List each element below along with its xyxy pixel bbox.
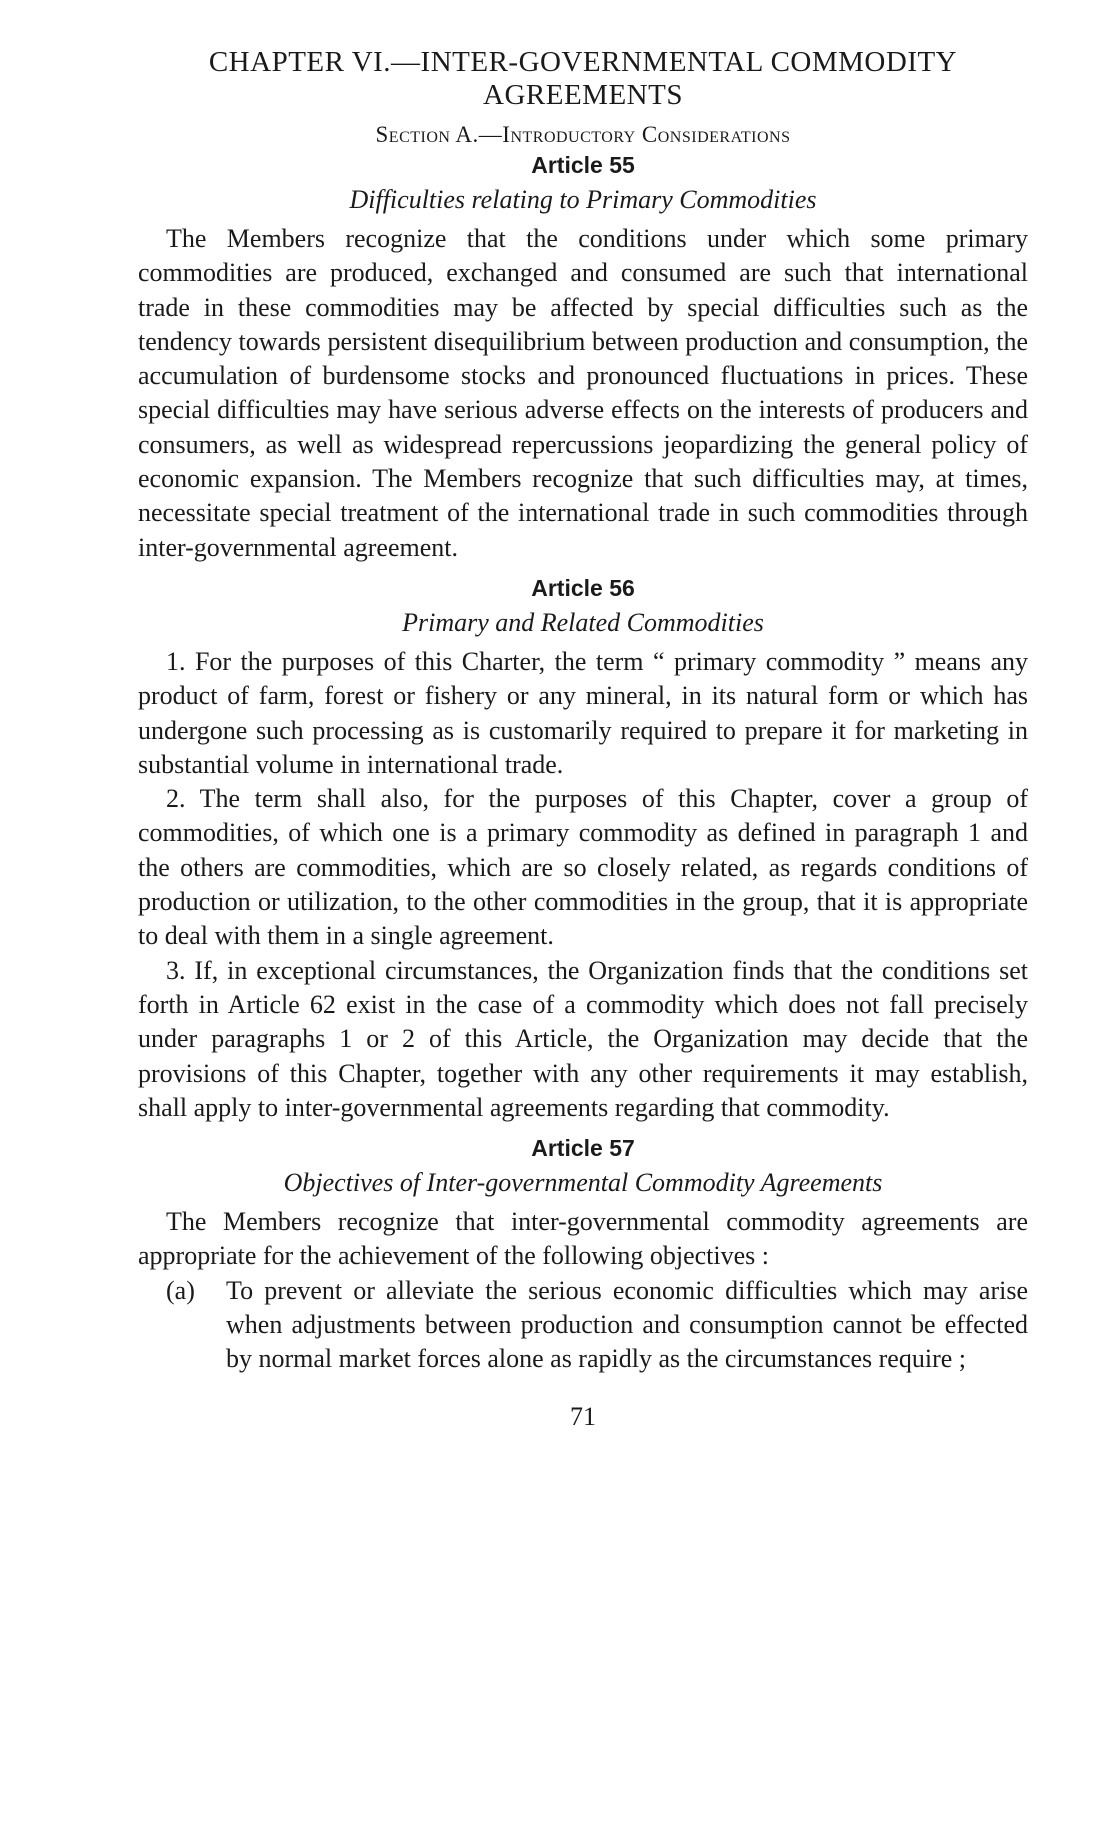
article-56 [138, 573, 1028, 1125]
article-heading: Article 57 [531, 1135, 635, 1162]
article-intro: The Members recognize that inter-governmental commodity agreements are appropriate for the achievement of the following objectives : [138, 1207, 1028, 1271]
article-55 [138, 150, 1028, 565]
page-number: 71 [570, 1401, 596, 1431]
list-item [138, 1274, 1028, 1377]
chapter-title-line-2: AGREEMENTS [483, 79, 683, 111]
article-heading: Article 56 [531, 574, 635, 601]
paragraph-2: 2. The term shall also, for the purposes of this Chapter, cover a group of commodities, of which one is a primary commodity as defined in paragraph 1 and the others are commodities, which are so closely related, as regards conditions of production or utilization, to the other commodities in the group, that it is appropriate to deal with them in a single agreement. [138, 784, 1028, 951]
article-title: Objectives of Inter-governmental Commodity Agreements [283, 1168, 883, 1198]
document-page [138, 46, 1028, 1433]
list-item-text: To prevent or alleviate the serious economic difficulties which may arise when adjustments between production and consumption cannot be effected by normal market forces alone as rapidly as the circumstances require ; [226, 1275, 1028, 1374]
article-heading: Article 55 [531, 152, 635, 178]
paragraph-3: 3. If, in exceptional circumstances, the Organization finds that the conditions set forth in Article 62 exist in the case of a commodity which does not fall precisely under paragraphs 1 or 2 of this Article, the Organization may decide that the provisions of this Chapter, together with any other requirements it may establish, shall apply to inter-governmental agreements regarding that commodity. [138, 955, 1028, 1122]
article-title: Difficulties relating to Primary Commodities [349, 185, 817, 214]
paragraph-1: 1. For the purposes of this Charter, the term “ primary commodity ” means any product of farm, forest or fishery or any mineral, in its natural form or which has undergone such processing as is customarily required to prepare it for marketing in substantial volume in international trade. [138, 646, 1028, 779]
section-heading: Section A.—Introductory Considerations [375, 122, 791, 147]
chapter-title-line-1: CHAPTER VI.—INTER-GOVERNMENTAL COMMODITY [208, 46, 958, 78]
list-item-label: (a) [166, 1275, 195, 1305]
article-title: Primary and Related Commodities [402, 607, 764, 637]
chapter-title [138, 46, 1028, 112]
article-57 [138, 1133, 1028, 1376]
article-body: The Members recognize that the conditions under which some primary commodities are produced, exchanged and consumed are such that international trade in these commodities may be affected by special difficulties such as the tendency towards persistent disequilibrium between production and consumption, the accumulation of burdensome stocks and pronounced fluctuations in prices. These special difficulties may have serious adverse effects on the interests of producers and consumers, as well as widespread repercussions jeopardizing the general policy of economic expansion. The Members recognize that such difficulties may, at times, necessitate special treatment of the international trade in such commodities through inter-governmental agreement. [138, 224, 1028, 562]
